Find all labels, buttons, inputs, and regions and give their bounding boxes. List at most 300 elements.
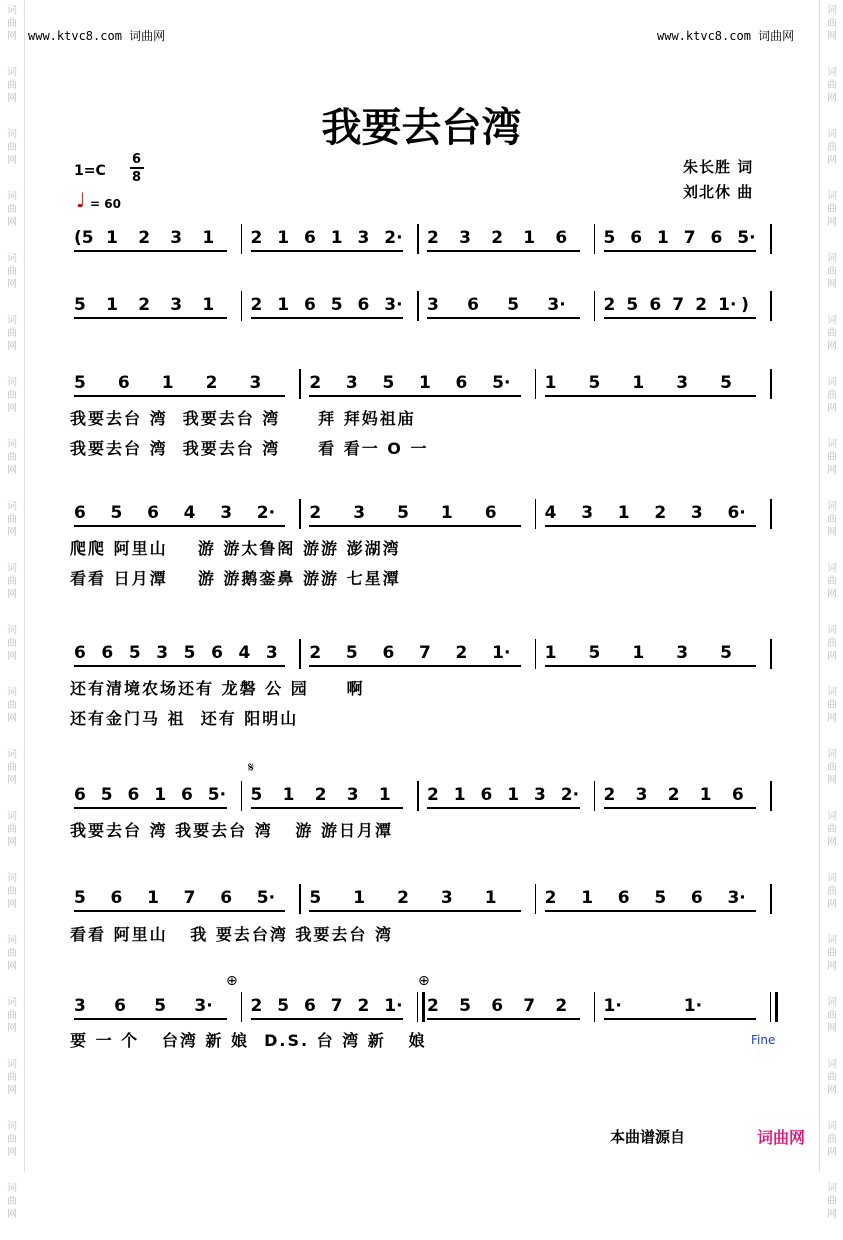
note: 5· bbox=[737, 228, 756, 248]
note: 6 bbox=[181, 785, 193, 805]
notation-line bbox=[70, 228, 776, 254]
watermark-char: 网 bbox=[827, 651, 837, 662]
watermark-char: 词 bbox=[7, 811, 17, 822]
footer-source-logo: 词曲网 bbox=[757, 1128, 806, 1147]
watermark-char: 曲 bbox=[7, 204, 17, 215]
watermark-char: 网 bbox=[827, 279, 837, 290]
bar-line bbox=[299, 884, 301, 914]
watermark-char: 词 bbox=[827, 997, 837, 1008]
watermark-char: 网 bbox=[827, 155, 837, 166]
beam-underline bbox=[74, 665, 285, 667]
watermark-char: 网 bbox=[827, 1023, 837, 1034]
watermark-char: 网 bbox=[827, 713, 837, 724]
beam-underline bbox=[251, 1018, 404, 1020]
bar-line bbox=[770, 781, 772, 811]
note: 1· bbox=[718, 295, 737, 315]
notation-line bbox=[70, 373, 776, 399]
watermark-char: 网 bbox=[7, 961, 17, 972]
bar-line bbox=[241, 781, 243, 811]
watermark-char: 网 bbox=[7, 217, 17, 228]
note: 5 bbox=[720, 373, 732, 393]
note: 6 bbox=[304, 295, 316, 315]
note: 2 bbox=[314, 785, 327, 805]
note: 5 bbox=[459, 996, 471, 1016]
beam-underline bbox=[251, 250, 404, 252]
note: 6 bbox=[211, 643, 223, 663]
note: 5 bbox=[397, 503, 409, 523]
watermark-char: 词 bbox=[7, 5, 17, 16]
note: 6 bbox=[357, 295, 370, 315]
watermark-char: 网 bbox=[7, 713, 17, 724]
note: 1 bbox=[617, 503, 630, 523]
note: 1 bbox=[632, 643, 645, 663]
watermark-char: 词 bbox=[7, 997, 17, 1008]
watermark-char: 词 bbox=[7, 253, 17, 264]
watermark-char: 曲 bbox=[7, 390, 17, 401]
watermark-char: 网 bbox=[7, 1085, 17, 1096]
watermark-char: 曲 bbox=[7, 824, 17, 835]
beam-underline bbox=[427, 250, 580, 252]
bar-line bbox=[535, 884, 537, 914]
note: 6 bbox=[304, 228, 316, 248]
note: 6 bbox=[101, 643, 114, 663]
watermark-char: 网 bbox=[7, 31, 17, 42]
note: 3 bbox=[440, 888, 453, 908]
lyric-line: 还有金门马 祖 还有 阳明山 bbox=[70, 709, 299, 728]
note: 2 bbox=[205, 373, 218, 393]
note: 6 bbox=[455, 373, 468, 393]
note: 3 bbox=[690, 503, 703, 523]
lyric-line: 要 一 个 台湾 新 娘 D.S. 台 湾 新 娘 bbox=[70, 1031, 427, 1050]
note: 1· bbox=[603, 996, 622, 1016]
watermark-char: 网 bbox=[827, 217, 837, 228]
watermark-char: 曲 bbox=[827, 1072, 837, 1083]
note: 2 bbox=[654, 503, 667, 523]
note: 7 bbox=[523, 996, 536, 1016]
note: 5 bbox=[654, 888, 667, 908]
watermark-char: 网 bbox=[827, 589, 837, 600]
watermark-char: 网 bbox=[827, 341, 837, 352]
watermark-char: 曲 bbox=[7, 1010, 17, 1021]
note: 7 bbox=[683, 228, 696, 248]
coda-sign-2: ⊕ bbox=[418, 973, 430, 989]
note: 2· bbox=[560, 785, 580, 805]
note: 3 bbox=[676, 373, 689, 393]
note: 3 bbox=[581, 503, 594, 523]
note: 3· bbox=[547, 295, 566, 315]
lyric-line: 我要去台 湾 我要去台 湾 看 看一 O 一 bbox=[70, 439, 429, 458]
note: 1 bbox=[453, 785, 466, 805]
left-watermark-strip bbox=[0, 0, 25, 1220]
watermark-char: 网 bbox=[7, 93, 17, 104]
watermark-char: 网 bbox=[827, 1147, 837, 1158]
note: 5 bbox=[309, 888, 322, 908]
beam-underline bbox=[427, 807, 580, 809]
note: 5 bbox=[330, 295, 343, 315]
note: 6 bbox=[127, 785, 140, 805]
watermark-char: 曲 bbox=[7, 638, 17, 649]
watermark-char: 曲 bbox=[7, 886, 17, 897]
note: 1 bbox=[106, 228, 118, 248]
note: 5· bbox=[256, 888, 276, 908]
note: 5 bbox=[588, 373, 601, 393]
watermark-char: 词 bbox=[7, 563, 17, 574]
watermark-char: 网 bbox=[827, 1085, 837, 1096]
watermark-char: 词 bbox=[7, 191, 17, 202]
watermark-char: 词 bbox=[827, 811, 837, 822]
note: (5 bbox=[74, 228, 94, 248]
bar-line bbox=[535, 499, 537, 529]
watermark-char: 词 bbox=[827, 67, 837, 78]
note: 3 bbox=[345, 373, 358, 393]
note: 1 bbox=[632, 373, 645, 393]
bar-line bbox=[535, 639, 537, 669]
watermark-char: 曲 bbox=[827, 700, 837, 711]
lyric-line: 看看 日月潭 游 游鹅銮鼻 游游 七星潭 bbox=[70, 569, 401, 588]
beam-underline bbox=[74, 395, 285, 397]
watermark-char: 词 bbox=[7, 501, 17, 512]
note: 6 bbox=[117, 373, 130, 393]
note: 5 bbox=[250, 785, 263, 805]
note: 6 bbox=[480, 785, 493, 805]
note: 2 bbox=[695, 295, 708, 315]
note: 6 bbox=[382, 643, 395, 663]
note: 6 bbox=[114, 996, 126, 1016]
note: 3 bbox=[534, 785, 546, 805]
note: 3 bbox=[74, 996, 86, 1016]
note: 1 bbox=[106, 295, 118, 315]
watermark-char: 词 bbox=[827, 935, 837, 946]
composer-credit: 刘北休 曲 bbox=[683, 183, 754, 201]
watermark-char: 曲 bbox=[827, 514, 837, 525]
watermark-char: 曲 bbox=[7, 1196, 17, 1207]
watermark-char: 网 bbox=[7, 1209, 17, 1220]
watermark-char: 词 bbox=[7, 935, 17, 946]
bar-line bbox=[417, 291, 419, 321]
song-title: 我要去台湾 bbox=[321, 105, 522, 151]
beam-underline bbox=[545, 910, 756, 912]
beam-underline bbox=[251, 317, 404, 319]
watermark-char: 曲 bbox=[827, 1196, 837, 1207]
watermark-char: 词 bbox=[827, 687, 837, 698]
note: 6 bbox=[304, 996, 316, 1016]
header-url-left: www.ktvc8.com 词曲网 bbox=[28, 29, 166, 43]
time-signature-numerator: 6 bbox=[132, 152, 142, 167]
lyric-line: 看看 阿里山 我 要去台湾 我要去台 湾 bbox=[70, 925, 393, 944]
note: 5 bbox=[154, 996, 167, 1016]
watermark-char: 网 bbox=[827, 527, 837, 538]
note: 2 bbox=[138, 295, 151, 315]
note: 6 bbox=[630, 228, 643, 248]
watermark-char: 词 bbox=[827, 377, 837, 388]
watermark-char: 曲 bbox=[827, 886, 837, 897]
watermark-char: 网 bbox=[7, 1023, 17, 1034]
bar-line bbox=[417, 781, 419, 811]
note: 7 bbox=[330, 996, 343, 1016]
beam-underline bbox=[604, 317, 757, 319]
note: 6 bbox=[467, 295, 479, 315]
note: 1 bbox=[277, 228, 290, 248]
watermark-char: 曲 bbox=[827, 266, 837, 277]
watermark-char: 词 bbox=[827, 563, 837, 574]
bar-line bbox=[535, 369, 537, 399]
key-signature: 1=C bbox=[74, 163, 106, 179]
header-url-right: www.ktvc8.com 词曲网 bbox=[657, 29, 795, 43]
note: 5· bbox=[492, 373, 511, 393]
note: 2· bbox=[256, 503, 276, 523]
note: ) bbox=[741, 295, 749, 315]
beam-underline bbox=[74, 317, 227, 319]
note: 2 bbox=[309, 373, 322, 393]
note: 2 bbox=[138, 228, 151, 248]
note: 6 bbox=[74, 785, 86, 805]
right-watermark-strip bbox=[819, 0, 843, 1220]
beam-underline bbox=[309, 395, 520, 397]
watermark-char: 曲 bbox=[827, 948, 837, 959]
watermark-char: 网 bbox=[827, 899, 837, 910]
watermark-char: 网 bbox=[827, 961, 837, 972]
watermark-char: 曲 bbox=[827, 576, 837, 587]
watermark-char: 词 bbox=[7, 439, 17, 450]
note: 6 bbox=[74, 503, 86, 523]
watermark-char: 曲 bbox=[7, 18, 17, 29]
watermark-char: 网 bbox=[7, 651, 17, 662]
note: 5 bbox=[110, 503, 123, 523]
note: 3 bbox=[249, 373, 262, 393]
notation-line bbox=[70, 295, 776, 321]
watermark-char: 词 bbox=[827, 129, 837, 140]
bar-line bbox=[241, 992, 243, 1022]
bar-line bbox=[299, 369, 301, 399]
note: 6 bbox=[74, 643, 86, 663]
note: 5 bbox=[74, 295, 86, 315]
note: 2 bbox=[357, 996, 370, 1016]
note: 1 bbox=[440, 503, 453, 523]
bar-line bbox=[770, 369, 772, 399]
footer-source-text: 本曲谱源自 bbox=[610, 1128, 686, 1146]
note: 6 bbox=[617, 888, 630, 908]
watermark-char: 网 bbox=[7, 589, 17, 600]
watermark-char: 曲 bbox=[7, 452, 17, 463]
note: 5· bbox=[207, 785, 227, 805]
watermark-char: 词 bbox=[7, 377, 17, 388]
beam-underline bbox=[74, 1018, 227, 1020]
note: 7 bbox=[419, 643, 431, 663]
note: 1 bbox=[161, 373, 174, 393]
fine-marker: Fine bbox=[751, 1033, 776, 1047]
note: 2 bbox=[397, 888, 409, 908]
watermark-char: 词 bbox=[7, 1183, 17, 1194]
bar-line bbox=[594, 992, 596, 1022]
note: 1 bbox=[507, 785, 520, 805]
note: 6 bbox=[555, 228, 568, 248]
note: 3· bbox=[727, 888, 746, 908]
bar-line bbox=[594, 291, 596, 321]
watermark-char: 词 bbox=[827, 1059, 837, 1070]
watermark-char: 曲 bbox=[7, 948, 17, 959]
note: 6 bbox=[710, 228, 723, 248]
note: 5 bbox=[603, 228, 616, 248]
bar-line bbox=[241, 224, 243, 254]
note: 6 bbox=[484, 503, 497, 523]
note: 1· bbox=[384, 996, 403, 1016]
bar-line bbox=[770, 224, 772, 254]
watermark-char: 曲 bbox=[827, 204, 837, 215]
note: 5 bbox=[183, 643, 196, 663]
watermark-char: 曲 bbox=[827, 638, 837, 649]
note: 2 bbox=[544, 888, 557, 908]
note: 5 bbox=[507, 295, 520, 315]
watermark-char: 词 bbox=[7, 625, 17, 636]
beam-underline bbox=[604, 807, 757, 809]
note: 2 bbox=[250, 996, 263, 1016]
watermark-char: 网 bbox=[827, 837, 837, 848]
watermark-char: 曲 bbox=[827, 452, 837, 463]
beam-underline bbox=[604, 1018, 757, 1020]
watermark-char: 曲 bbox=[827, 1134, 837, 1145]
watermark-char: 曲 bbox=[827, 80, 837, 91]
beam-underline bbox=[74, 910, 285, 912]
double-bar-line bbox=[417, 992, 425, 1022]
note: 5 bbox=[74, 373, 86, 393]
bar-line bbox=[417, 224, 419, 254]
watermark-char: 曲 bbox=[827, 824, 837, 835]
watermark-char: 网 bbox=[7, 403, 17, 414]
watermark-char: 词 bbox=[7, 687, 17, 698]
note: 6 bbox=[731, 785, 744, 805]
note: 5 bbox=[100, 785, 113, 805]
note: 5 bbox=[382, 373, 395, 393]
watermark-char: 曲 bbox=[827, 1010, 837, 1021]
beam-underline bbox=[74, 525, 285, 527]
beam-underline bbox=[545, 525, 756, 527]
note: 3 bbox=[353, 503, 366, 523]
watermark-char: 曲 bbox=[7, 700, 17, 711]
note: 2 bbox=[250, 228, 263, 248]
note: 3· bbox=[194, 996, 213, 1016]
note: 2 bbox=[603, 785, 616, 805]
beam-underline bbox=[427, 317, 580, 319]
beam-underline bbox=[309, 910, 520, 912]
beam-underline bbox=[545, 395, 756, 397]
time-signature-denominator: 8 bbox=[132, 170, 142, 185]
note: 1 bbox=[277, 295, 290, 315]
note: 2 bbox=[427, 228, 439, 248]
lyric-line: 我要去台 湾 我要去台 湾 游 游日月潭 bbox=[70, 821, 393, 840]
watermark-char: 词 bbox=[827, 749, 837, 760]
watermark-char: 词 bbox=[7, 129, 17, 140]
watermark-char: 词 bbox=[827, 439, 837, 450]
note: 5 bbox=[74, 888, 86, 908]
note: 3 bbox=[635, 785, 648, 805]
watermark-char: 词 bbox=[827, 501, 837, 512]
beam-underline bbox=[427, 1018, 580, 1020]
note: 1· bbox=[492, 643, 511, 663]
watermark-char: 网 bbox=[827, 1209, 837, 1220]
note: 2 bbox=[491, 228, 504, 248]
beam-underline bbox=[309, 665, 520, 667]
beam-underline bbox=[74, 250, 227, 252]
bar-line bbox=[770, 291, 772, 321]
note: 1 bbox=[202, 228, 215, 248]
note: 6 bbox=[649, 295, 662, 315]
watermark-char: 曲 bbox=[7, 1134, 17, 1145]
note: 3 bbox=[265, 643, 278, 663]
watermark-char: 曲 bbox=[7, 576, 17, 587]
note: 1 bbox=[544, 643, 557, 663]
watermark-char: 网 bbox=[7, 279, 17, 290]
note: 1 bbox=[544, 373, 557, 393]
watermark-char: 网 bbox=[7, 899, 17, 910]
watermark-char: 词 bbox=[827, 625, 837, 636]
watermark-char: 词 bbox=[7, 873, 17, 884]
note: 1 bbox=[581, 888, 594, 908]
note: 2 bbox=[309, 643, 322, 663]
watermark-char: 网 bbox=[827, 31, 837, 42]
double-bar-line bbox=[770, 992, 778, 1022]
note: 1 bbox=[330, 228, 343, 248]
watermark-char: 网 bbox=[7, 465, 17, 476]
watermark-char: 词 bbox=[7, 315, 17, 326]
watermark-char: 曲 bbox=[827, 18, 837, 29]
watermark-char: 曲 bbox=[7, 514, 17, 525]
note: 1 bbox=[378, 785, 391, 805]
watermark-char: 词 bbox=[827, 191, 837, 202]
bar-line bbox=[770, 499, 772, 529]
note: 3 bbox=[357, 228, 370, 248]
bar-line bbox=[770, 884, 772, 914]
note: 2 bbox=[603, 295, 616, 315]
note: 6 bbox=[147, 503, 159, 523]
note: 1 bbox=[523, 228, 536, 248]
note: 3 bbox=[170, 228, 183, 248]
watermark-char: 曲 bbox=[827, 390, 837, 401]
note: 5 bbox=[345, 643, 358, 663]
watermark-char: 网 bbox=[827, 465, 837, 476]
note: 2 bbox=[250, 295, 263, 315]
quarter-note-icon: ♩ bbox=[76, 188, 86, 212]
note: 1 bbox=[154, 785, 167, 805]
tempo-value: = 60 bbox=[90, 197, 121, 211]
watermark-char: 词 bbox=[7, 749, 17, 760]
notation-line bbox=[70, 888, 776, 914]
note: 2 bbox=[427, 996, 439, 1016]
watermark-char: 词 bbox=[827, 1183, 837, 1194]
note: 2 bbox=[309, 503, 322, 523]
watermark-char: 网 bbox=[7, 775, 17, 786]
watermark-char: 曲 bbox=[827, 762, 837, 773]
note: 2 bbox=[427, 785, 439, 805]
lyric-line: 爬爬 阿里山 游 游太鲁阁 游游 澎湖湾 bbox=[70, 539, 401, 558]
note: 7 bbox=[672, 295, 685, 315]
note: 6· bbox=[727, 503, 746, 523]
note: 2 bbox=[667, 785, 680, 805]
note: 3· bbox=[384, 295, 403, 315]
coda-sign-1: ⊕ bbox=[226, 973, 238, 989]
lyric-line: 我要去台 湾 我要去台 湾 拜 拜妈祖庙 bbox=[70, 409, 416, 428]
watermark-char: 网 bbox=[7, 155, 17, 166]
note: 4 bbox=[183, 503, 196, 523]
watermark-char: 曲 bbox=[827, 142, 837, 153]
watermark-char: 网 bbox=[827, 93, 837, 104]
watermark-char: 曲 bbox=[7, 142, 17, 153]
note: 1 bbox=[699, 785, 712, 805]
beam-underline bbox=[74, 807, 227, 809]
note: 6 bbox=[110, 888, 123, 908]
beam-underline bbox=[604, 250, 757, 252]
watermark-char: 网 bbox=[827, 403, 837, 414]
note: 5 bbox=[720, 643, 732, 663]
